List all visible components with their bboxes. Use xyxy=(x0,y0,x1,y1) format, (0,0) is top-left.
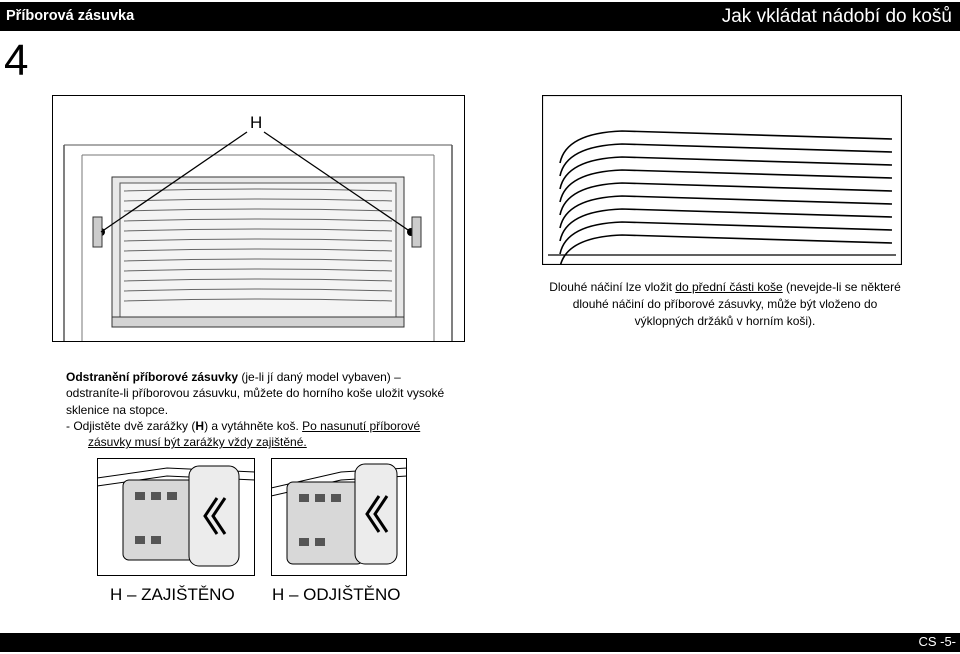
caption-text-before: Dlouhé náčiní lze vložit xyxy=(549,280,676,294)
chapter-title: Jak vkládat nádobí do košů xyxy=(721,6,952,27)
cutlery-drawer-illustration xyxy=(52,95,465,342)
long-utensils-caption xyxy=(545,279,905,330)
section-title: Příborová zásuvka xyxy=(6,8,135,24)
footer-bar xyxy=(0,633,960,652)
removal-step xyxy=(66,418,456,451)
latch-unlocked-illustration xyxy=(271,458,407,576)
latch-unlocked-drawing xyxy=(271,458,407,576)
caption-link: do přední části koše xyxy=(675,280,783,294)
long-utensils-drawing xyxy=(542,95,902,265)
page-number: CS -5- xyxy=(918,634,956,649)
chapter-number: 4 xyxy=(4,36,29,85)
step-h: H xyxy=(195,418,205,433)
removal-title: Odstranění příborové zásuvky xyxy=(66,370,239,384)
step-note: Po nasunutí příborové zásuvky musí být zarážky vždy zajištěné. xyxy=(88,418,421,450)
removal-intro: (je-li jí daný model vybaven) – odstraníte-li příborovou zásuvku, můžete do horního koše uložit vysoké sklenice na stopce. xyxy=(66,370,445,417)
cutlery-drawer-drawing xyxy=(52,95,465,342)
step-text-a: Odjistěte dvě zarážky ( xyxy=(73,418,196,433)
caption-text-after: (nevejde-li se některé dlouhé náčiní do příborové zásuvky, může být vloženo do výklopných držáků v horním koši). xyxy=(572,280,901,328)
header-bar xyxy=(0,2,960,31)
callout-h: H xyxy=(250,113,263,132)
long-utensils-illustration xyxy=(542,95,902,265)
step-text-b: ) a vytáhněte koš. xyxy=(204,418,303,433)
label-locked: H – ZAJIŠTĚNO xyxy=(110,585,235,604)
label-unlocked: H – ODJIŠTĚNO xyxy=(272,585,401,604)
step-prefix: - xyxy=(66,418,74,433)
drawer-removal-instructions xyxy=(66,369,456,450)
latch-locked-illustration xyxy=(97,458,255,576)
latch-locked-drawing xyxy=(97,458,255,576)
